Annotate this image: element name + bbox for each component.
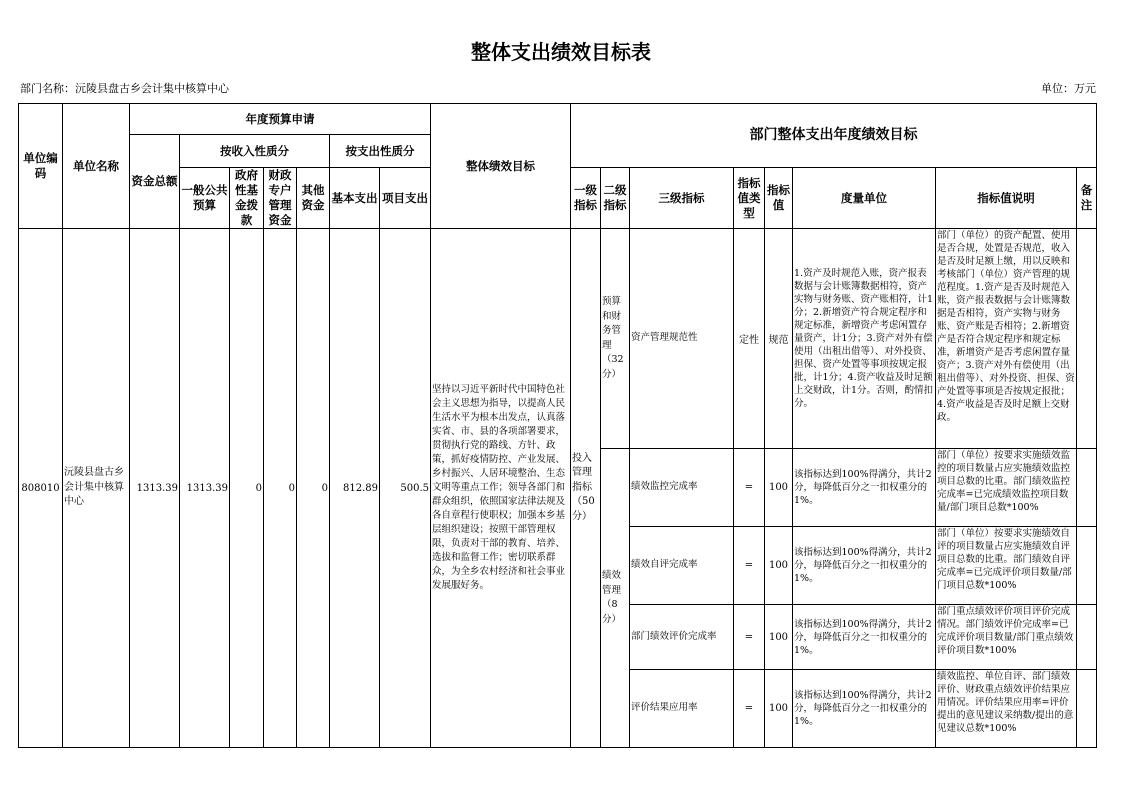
header-by-expense: 按支出性质分 [330,135,431,168]
remark-cell [1077,229,1097,449]
currency-unit: 单位：万元 [1041,82,1096,95]
indicator-value: 100 [765,670,793,748]
header-other-fund: 其他资金 [297,168,330,229]
level2-indicator: 绩效管理（8分） [601,449,630,748]
header-by-income: 按收入性质分 [180,135,330,168]
level1-indicator: 投入管理指标（50分） [571,229,601,748]
indicator-value: 100 [765,449,793,527]
header-overall-goal: 整体绩效目标 [431,104,571,229]
measure-unit: 该指标达到100%得满分，共计2分，每降低百分之一扣权重分的1%。 [793,449,936,527]
indicator-value: 100 [765,605,793,670]
department-name: 部门名称：沅陵县盘古乡会计集中核算中心 [20,82,229,95]
header-value-type: 指标值类型 [734,168,765,229]
level3-indicator: 评价结果应用率 [630,670,734,748]
table-row [19,229,1097,449]
gov-fund: 0 [230,229,264,748]
overall-goal-text: 坚持以习近平新时代中国特色社会主义思想为指导，以提高人民生活水平为根本出发点，认真落实省、市、县的各项部署要求，贯彻执行党的路线、方针、政策，抓好疫情防控、产业发展、乡村振兴、人居环境整治、生态文明等重点工作；领导各部门和群众组织，依照国家法律法规及各自章程行使职权；加强本乡基层组织建设；按照干部管理权限，负责对干部的教育、培养、选拔和监督工作；密切联系群众，为全乡农村经济和社会事业发展服好务。 [431,229,571,748]
header-dept-goal: 部门整体支出年度绩效目标 [571,104,1097,168]
measure-text: 1.资产及时规范入账，资产报表数据与会计账簿数据相符，资产实物与财务账、资产账相符，计1分；2.新增资产符合规定程序和规定标准，新增资产考虑闲置存量资产，计1分；3.资产对外有偿使用（出租出借等）、对外投资、担保、资产处置等事项按规定报批，计1分；4.资产收益及时足额上交财政，计1分。否则，酌情扣分。 [794,268,934,409]
value-desc [936,449,1077,527]
header-level2: 二级指标 [601,168,630,229]
header-remark: 备注 [1077,168,1097,229]
remark-cell [1077,527,1097,605]
value-type: = [734,449,765,527]
header-level1: 一级指标 [571,168,601,229]
remark-cell [1077,670,1097,748]
basic-expense: 812.89 [330,229,380,748]
measure-unit: 该指标达到100%得满分，共计2分，每降低百分之一扣权重分的1%。 [793,527,936,605]
header-value: 指标值 [765,168,793,229]
header-level3: 三级指标 [630,168,734,229]
value-type: = [734,605,765,670]
general-budget: 1313.39 [180,229,230,748]
header-basic-expense: 基本支出 [330,168,380,229]
header-general-budget: 一般公共预算 [180,168,230,229]
performance-table [18,103,1097,748]
value-type: 定性 [734,229,765,449]
header-unit-name: 单位名称 [63,104,130,229]
value-type: = [734,527,765,605]
level3-indicator: 资产管理规范性 [630,229,734,449]
value-desc-text: 部门（单位）按要求实施绩效监控的项目数量占应实施绩效监控项目总数的比重。部门绩效监控完成率=已完成绩效监控项目数量/部门项目总数*100% [937,450,1071,513]
value-desc-text: 部门（单位）按要求实施绩效自评的项目数量占应实施绩效自评项目总数的比重。部门绩效自评完成率=已完成评价项目数量/部门项目总数*100% [937,528,1072,591]
page-title: 整体支出绩效目标表 [471,40,651,64]
value-desc-text: 部门重点绩效评价项目评价完成情况。部门绩效评价完成率=已完成评价项目数量/部门重点绩效评价项目数*100% [937,606,1074,656]
level3-indicator: 绩效自评完成率 [630,527,734,605]
value-desc-text: 绩效监控、单位自评、部门绩效评价、财政重点绩效评价结果应用情况。评价结果应用率=评价提出的意见建议采纳数/提出的意见建议总数*100% [937,671,1074,734]
value-type: = [734,670,765,748]
header-unit-code: 单位编码 [19,104,63,229]
value-desc-text: 部门（单位）的资产配置、使用是否合规，处置是否规范，收入是否及时足额上缴，用以反映和考核部门（单位）资产管理的规范程度。1.资产是否及时规范入账，资产报表数据与会计账簿数据是否相符，资产实物与财务账、资产账是否相符；2.新增资产是否符合规定程序和规定标准，新增资产是否考虑闲置存量资产；3.资产对外有偿使用（出租出借等）、对外投资、担保、资产处置等事项是否按规定报批；4.资产收益是否及时足额上交财政。 [937,230,1075,423]
remark-cell [1077,605,1097,670]
other-fund: 0 [297,229,330,748]
indicator-value: 规范 [765,229,793,449]
measure-unit: 该指标达到100%得满分，共计2分，每降低百分之一扣权重分的1%。 [793,605,936,670]
remark-cell [1077,449,1097,527]
value-desc [936,229,1077,449]
value-desc [936,605,1077,670]
project-expense: 500.5 [380,229,431,748]
value-desc [936,670,1077,748]
unit-name: 沅陵县盘古乡会计集中核算中心 [63,229,130,748]
header-total-funds: 资金总额 [130,135,180,229]
total-funds: 1313.39 [130,229,180,748]
level3-indicator: 绩效监控完成率 [630,449,734,527]
measure-unit: 该指标达到100%得满分，共计2分，每降低百分之一扣权重分的1%。 [793,670,936,748]
header-special-fund: 财政专户管理资金 [264,168,297,229]
value-desc [936,527,1077,605]
level2-indicator: 预算和财务管理（32分） [601,229,630,449]
special-fund: 0 [264,229,297,748]
unit-code: 808010 [19,229,63,748]
measure-unit [793,229,936,449]
header-annual-budget: 年度预算申请 [130,104,431,135]
header-project-expense: 项目支出 [380,168,431,229]
level3-indicator: 部门绩效评价完成率 [630,605,734,670]
header-gov-fund: 政府性基金拨款 [230,168,264,229]
header-value-desc: 指标值说明 [936,168,1077,229]
header-measure: 度量单位 [793,168,936,229]
indicator-value: 100 [765,527,793,605]
